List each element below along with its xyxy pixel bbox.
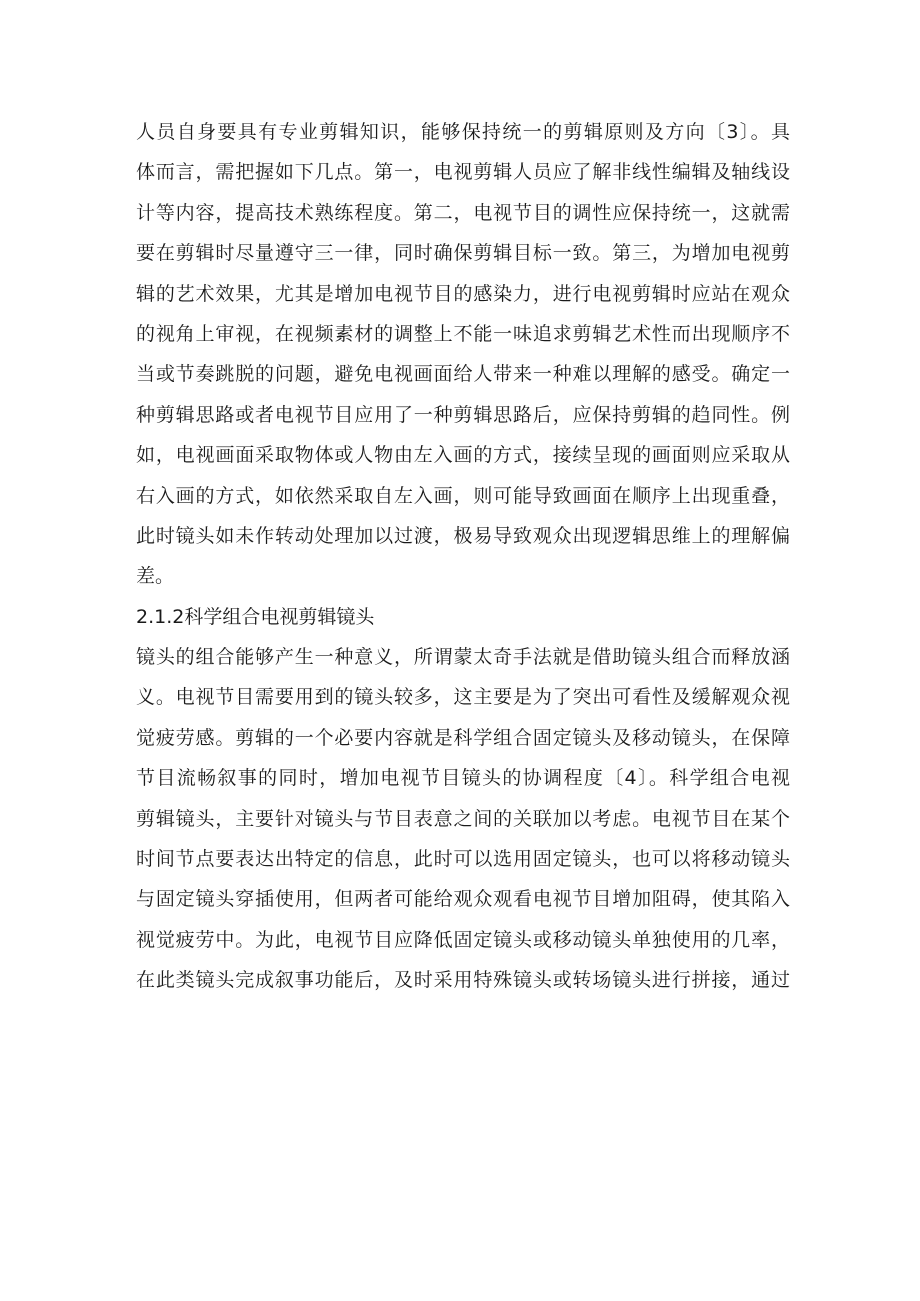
text-line: 义。电视节目需要用到的镜头较多，这主要是为了突出可看性及缓解观众视 [136,686,790,709]
text-line: 镜头的组合能够产生一种意义，所谓蒙太奇手法就是借助镜头组合而释放涵 [136,646,790,669]
text-line: 时间节点要表达出特定的信息，此时可以选用固定镜头，也可以将移动镜头 [136,848,790,871]
text-line: 剪辑镜头，主要针对镜头与节目表意之间的关联加以考虑。电视节目在某个 [136,807,790,830]
text-line: 此时镜头如未作转动处理加以过渡，极易导致观众出现逻辑思维上的理解偏 [136,524,790,547]
text-line: 人员自身要具有专业剪辑知识，能够保持统一的剪辑原则及方向〔3〕。具 [136,121,790,143]
text-line: 在此类镜头完成叙事功能后，及时采用特殊镜头或转场镜头进行拼接，通过 [136,969,790,992]
text-line: 体而言，需把握如下几点。第一，电视剪辑人员应了解非线性编辑及轴线设 [136,161,790,184]
text-line: 计等内容，提高技术熟练程度。第二，电视节目的调性应保持统一，这就需 [136,201,790,224]
text-line: 的视角上审视，在视频素材的调整上不能一味追求剪辑艺术性而出现顺序不 [136,322,790,345]
text-line: 差。 [136,565,175,588]
text-line: 右入画的方式，如依然采取自左入画，则可能导致画面在顺序上出现重叠， [136,484,790,507]
text-line: 辑的艺术效果，尤其是增加电视节目的感染力，进行电视剪辑时应站在观众 [136,282,790,305]
text-line: 觉疲劳感。剪辑的一个必要内容就是科学组合固定镜头及移动镜头，在保障 [136,726,790,749]
text-line: 当或节奏跳脱的问题，避免电视画面给人带来一种难以理解的感受。确定一 [136,363,790,386]
paragraph-1 [136,112,790,597]
text-line: 种剪辑思路或者电视节目应用了一种剪辑思路后，应保持剪辑的趋同性。例 [136,403,790,426]
document-body [136,112,790,1001]
paragraph-2 [136,637,790,1001]
text-line: 与固定镜头穿插使用，但两者可能给观众观看电视节目增加阻碍，使其陷入 [136,888,790,911]
text-line: 视觉疲劳中。为此，电视节目应降低固定镜头或移动镜头单独使用的几率， [136,928,790,951]
text-line: 节目流畅叙事的同时，增加电视节目镜头的协调程度〔4〕。科学组合电视 [136,767,790,790]
text-line: 要在剪辑时尽量遵守三一律，同时确保剪辑目标一致。第三，为增加电视剪 [136,242,790,265]
section-heading: 2.1.2科学组合电视剪辑镜头 [136,605,375,628]
text-line: 如，电视画面采取物体或人物由左入画的方式，接续呈现的画面则应采取从 [136,444,790,467]
